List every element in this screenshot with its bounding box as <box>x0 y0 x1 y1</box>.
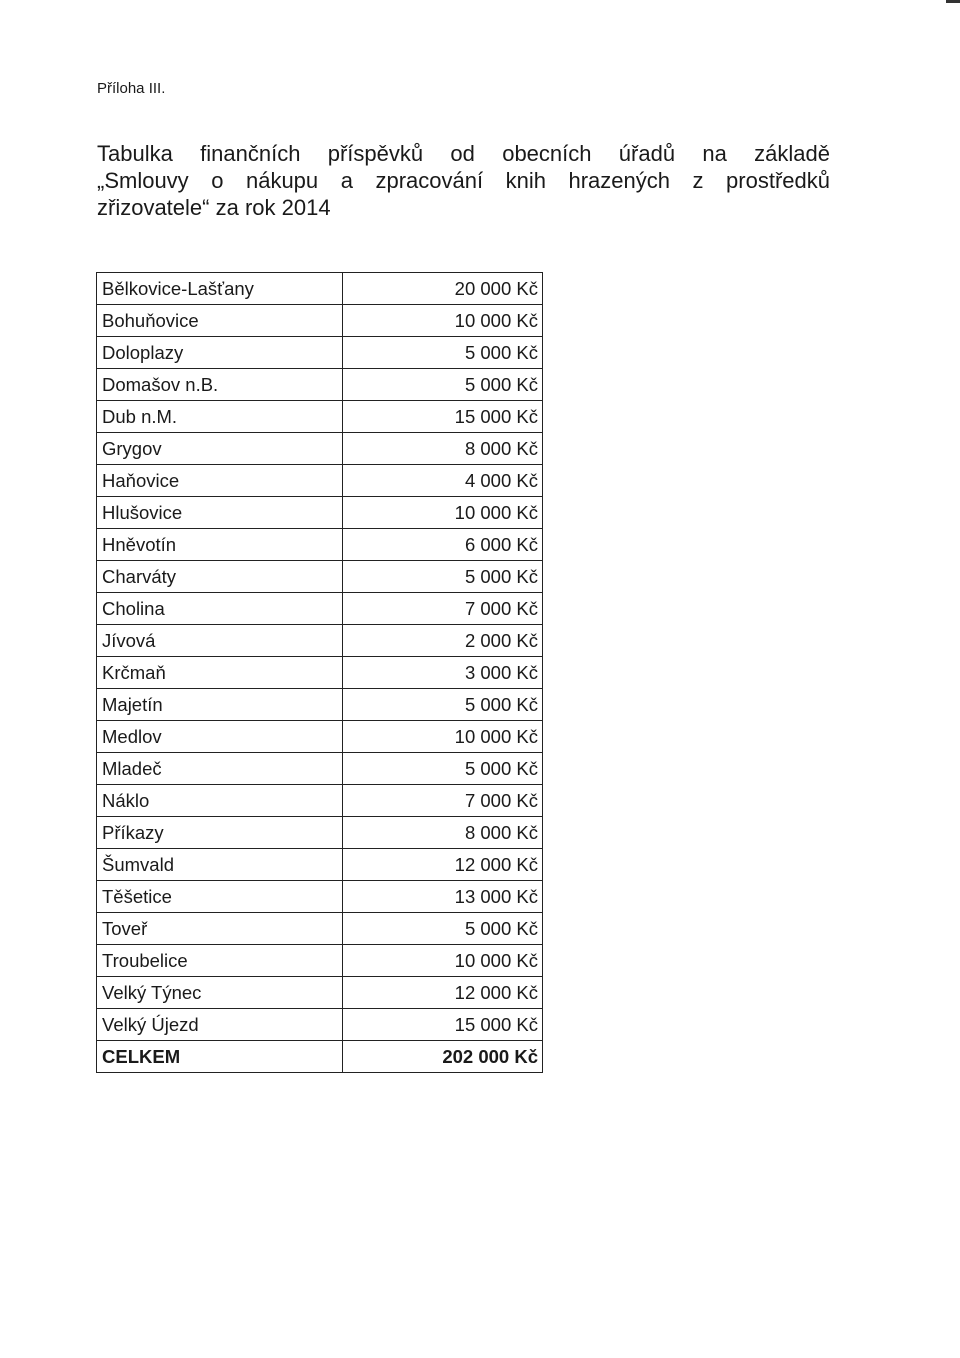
total-amount-cell: 202 000 Kč <box>343 1041 543 1073</box>
amount-cell: 5 000 Kč <box>343 913 543 945</box>
amount-cell: 5 000 Kč <box>343 561 543 593</box>
municipality-cell: Bohuňovice <box>97 305 343 337</box>
table-row <box>97 273 543 305</box>
amount-cell: 8 000 Kč <box>343 433 543 465</box>
table-row <box>97 1009 543 1041</box>
table-row <box>97 721 543 753</box>
amount-cell: 3 000 Kč <box>343 657 543 689</box>
table-row <box>97 785 543 817</box>
amount-cell: 12 000 Kč <box>343 977 543 1009</box>
table-row <box>97 593 543 625</box>
total-label-cell: CELKEM <box>97 1041 343 1073</box>
scan-edge-mark <box>946 0 960 3</box>
table-row <box>97 401 543 433</box>
table-row <box>97 465 543 497</box>
municipality-cell: Jívová <box>97 625 343 657</box>
title-line: Tabulka finančních příspěvků od obecních úřadů na základě <box>97 141 830 166</box>
municipality-cell: Náklo <box>97 785 343 817</box>
municipality-cell: Domašov n.B. <box>97 369 343 401</box>
municipality-cell: Velký Újezd <box>97 1009 343 1041</box>
table-row <box>97 305 543 337</box>
table-row <box>97 497 543 529</box>
amount-cell: 10 000 Kč <box>343 721 543 753</box>
municipality-cell: Dub n.M. <box>97 401 343 433</box>
table-row <box>97 913 543 945</box>
municipality-cell: Příkazy <box>97 817 343 849</box>
amount-cell: 2 000 Kč <box>343 625 543 657</box>
municipality-cell: Majetín <box>97 689 343 721</box>
amount-cell: 12 000 Kč <box>343 849 543 881</box>
municipality-cell: Mladeč <box>97 753 343 785</box>
document-title <box>97 140 830 221</box>
municipality-cell: Velký Týnec <box>97 977 343 1009</box>
table-row <box>97 529 543 561</box>
contributions-table <box>96 272 543 1073</box>
amount-cell: 10 000 Kč <box>343 305 543 337</box>
municipality-cell: Bělkovice-Lašťany <box>97 273 343 305</box>
title-line: zřizovatele“ za rok 2014 <box>97 195 331 220</box>
municipality-cell: Troubelice <box>97 945 343 977</box>
municipality-cell: Medlov <box>97 721 343 753</box>
municipality-cell: Haňovice <box>97 465 343 497</box>
amount-cell: 5 000 Kč <box>343 337 543 369</box>
table-row <box>97 337 543 369</box>
table-row <box>97 369 543 401</box>
amount-cell: 5 000 Kč <box>343 689 543 721</box>
amount-cell: 15 000 Kč <box>343 401 543 433</box>
amount-cell: 4 000 Kč <box>343 465 543 497</box>
amount-cell: 6 000 Kč <box>343 529 543 561</box>
annex-label: Příloha III. <box>97 80 166 97</box>
municipality-cell: Doloplazy <box>97 337 343 369</box>
table-row <box>97 657 543 689</box>
amount-cell: 10 000 Kč <box>343 497 543 529</box>
municipality-cell: Šumvald <box>97 849 343 881</box>
table-row <box>97 433 543 465</box>
municipality-cell: Cholina <box>97 593 343 625</box>
municipality-cell: Grygov <box>97 433 343 465</box>
amount-cell: 7 000 Kč <box>343 785 543 817</box>
municipality-cell: Hlušovice <box>97 497 343 529</box>
amount-cell: 10 000 Kč <box>343 945 543 977</box>
amount-cell: 15 000 Kč <box>343 1009 543 1041</box>
amount-cell: 13 000 Kč <box>343 881 543 913</box>
municipality-cell: Krčmaň <box>97 657 343 689</box>
table-row <box>97 881 543 913</box>
table-row <box>97 753 543 785</box>
table-row <box>97 849 543 881</box>
table-row <box>97 625 543 657</box>
amount-cell: 5 000 Kč <box>343 753 543 785</box>
amount-cell: 7 000 Kč <box>343 593 543 625</box>
total-row <box>97 1041 543 1073</box>
municipality-cell: Hněvotín <box>97 529 343 561</box>
municipality-cell: Charváty <box>97 561 343 593</box>
table-row <box>97 945 543 977</box>
table-row <box>97 817 543 849</box>
contributions-table-body <box>97 273 543 1073</box>
amount-cell: 20 000 Kč <box>343 273 543 305</box>
amount-cell: 8 000 Kč <box>343 817 543 849</box>
amount-cell: 5 000 Kč <box>343 369 543 401</box>
table-row <box>97 561 543 593</box>
table-row <box>97 689 543 721</box>
title-line: „Smlouvy o nákupu a zpracování knih hrazených z prostředků <box>97 168 830 193</box>
table-row <box>97 977 543 1009</box>
municipality-cell: Těšetice <box>97 881 343 913</box>
municipality-cell: Toveř <box>97 913 343 945</box>
